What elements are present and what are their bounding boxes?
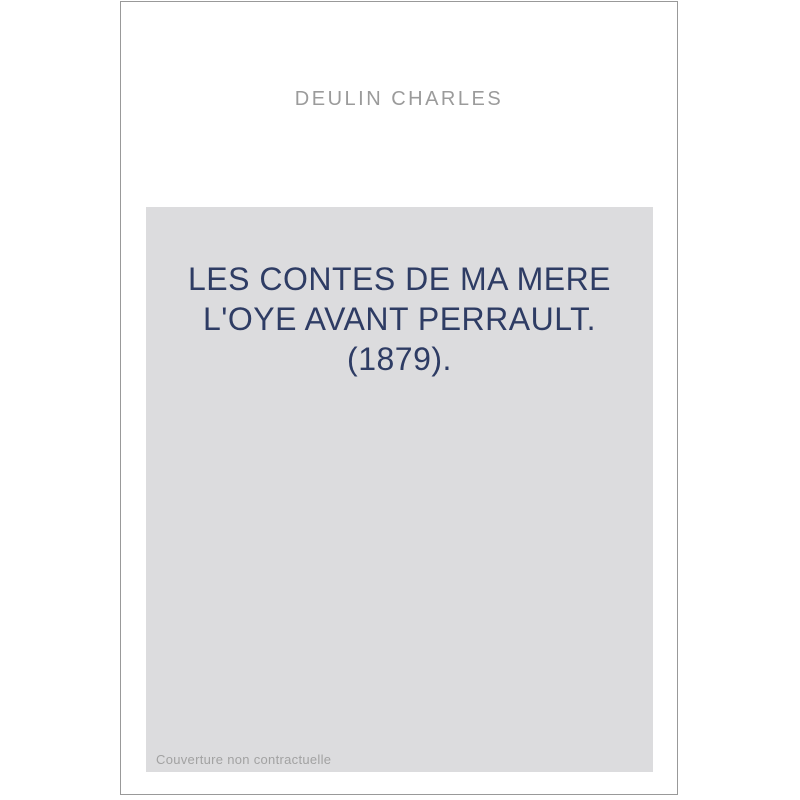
cover-disclaimer: Couverture non contractuelle bbox=[156, 752, 332, 767]
book-title-line: (1879). bbox=[347, 341, 452, 377]
book-title-line: L'OYE AVANT PERRAULT. bbox=[202, 301, 597, 337]
book-cover-page bbox=[120, 1, 678, 795]
cover-placeholder-box bbox=[146, 207, 653, 772]
author-name: DEULIN CHARLES bbox=[294, 88, 504, 110]
book-title-line: LES CONTES DE MA MERE bbox=[187, 261, 612, 297]
book-title bbox=[146, 259, 653, 379]
